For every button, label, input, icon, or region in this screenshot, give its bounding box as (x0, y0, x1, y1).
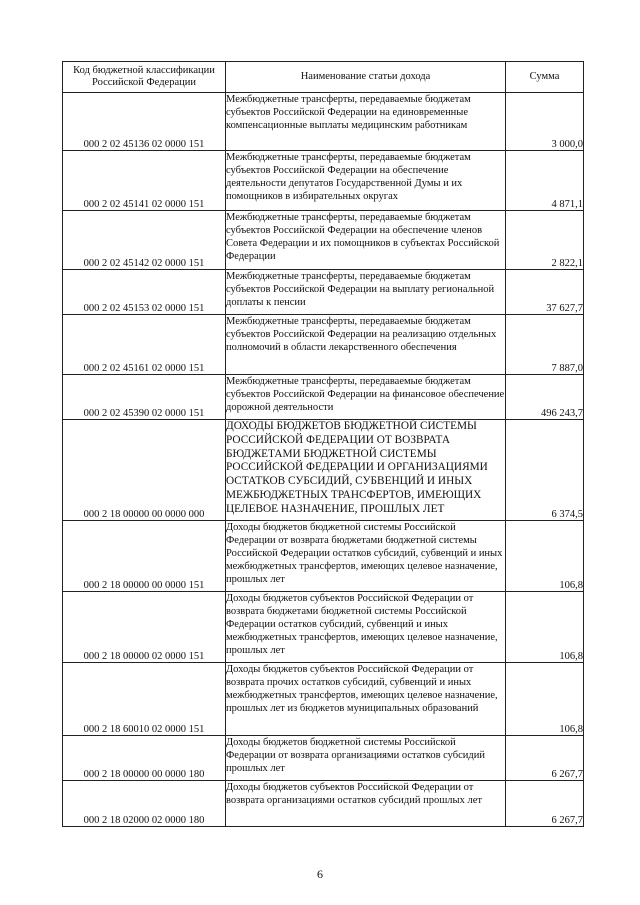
code-cell: 000 2 02 45136 02 0000 151 (63, 93, 226, 151)
code-cell: 000 2 18 00000 00 0000 180 (63, 736, 226, 781)
code-cell: 000 2 18 00000 00 0000 151 (63, 521, 226, 592)
header-sum: Сумма (506, 62, 584, 93)
name-cell: ДОХОДЫ БЮДЖЕТОВ БЮДЖЕТНОЙ СИСТЕМЫ РОССИЙСКОЙ ФЕДЕРАЦИИ ОТ ВОЗВРАТА БЮДЖЕТАМИ БЮДЖЕТНОЙ СИСТЕМЫ РОССИЙСКОЙ ФЕДЕРАЦИИ И ОРГАНИЗАЦИЯМИ ОСТАТКОВ СУБСИДИЙ, СУБВЕНЦИЙ И ИНЫХ МЕЖБЮДЖЕТНЫХ ТРАНСФЕРТОВ, ИМЕЮЩИХ ЦЕЛЕВОЕ НАЗНАЧЕНИЕ, ПРОШЛЫХ ЛЕТ (226, 420, 506, 521)
code-cell: 000 2 18 60010 02 0000 151 (63, 663, 226, 736)
sum-cell: 6 267,7 (506, 781, 584, 827)
table-row (63, 211, 584, 270)
name-cell: Доходы бюджетов субъектов Российской Федерации от возврата прочих остатков субсидий, субвенций и иных межбюджетных трансфертов, имеющих целевое назначение, прошлых лет из бюджетов муниципальных образований (226, 663, 506, 736)
sum-cell: 6 374,5 (506, 420, 584, 521)
sum-cell: 4 871,1 (506, 151, 584, 211)
revenue-table (62, 61, 584, 827)
table-body (63, 93, 584, 827)
sum-cell: 2 822,1 (506, 211, 584, 270)
table-row (63, 151, 584, 211)
table-row (63, 270, 584, 315)
sum-cell: 37 627,7 (506, 270, 584, 315)
page-number: 6 (317, 867, 323, 881)
table-header-row (63, 62, 584, 93)
table-row (63, 663, 584, 736)
name-cell: Межбюджетные трансферты, передаваемые бюджетам субъектов Российской Федерации на обеспечение членов Совета Федерации и их помощников в субъектах Российской Федерации (226, 211, 506, 270)
table-row (63, 420, 584, 521)
table-row (63, 592, 584, 663)
name-cell: Доходы бюджетов субъектов Российской Федерации от возврата бюджетами бюджетной системы Российской Федерации остатков субсидий, субвенций и иных межбюджетных трансфертов, имеющих целевое назначение, прошлых лет (226, 592, 506, 663)
table-row (63, 93, 584, 151)
name-cell: Доходы бюджетов бюджетной системы Российской Федерации от возврата организациями остатков субсидий прошлых лет (226, 736, 506, 781)
table-row (63, 375, 584, 420)
table-row (63, 315, 584, 375)
code-cell: 000 2 18 02000 02 0000 180 (63, 781, 226, 827)
code-cell: 000 2 18 00000 02 0000 151 (63, 592, 226, 663)
code-cell: 000 2 02 45153 02 0000 151 (63, 270, 226, 315)
sum-cell: 106,8 (506, 592, 584, 663)
code-cell: 000 2 02 45161 02 0000 151 (63, 315, 226, 375)
name-cell: Доходы бюджетов субъектов Российской Федерации от возврата организациями остатков субсидий прошлых лет (226, 781, 506, 827)
table-row (63, 781, 584, 827)
table-row (63, 736, 584, 781)
sum-cell: 496 243,7 (506, 375, 584, 420)
code-cell: 000 2 18 00000 00 0000 000 (63, 420, 226, 521)
sum-cell: 106,8 (506, 521, 584, 592)
sum-cell: 106,8 (506, 663, 584, 736)
name-cell: Межбюджетные трансферты, передаваемые бюджетам субъектов Российской Федерации на финансовое обеспечение дорожной деятельности (226, 375, 506, 420)
table-row (63, 521, 584, 592)
name-cell: Доходы бюджетов бюджетной системы Российской Федерации от возврата бюджетами бюджетной системы Российской Федерации остатков субсидий, субвенций и иных межбюджетных трансфертов, имеющих целевое назначение, прошлых лет (226, 521, 506, 592)
sum-cell: 7 887,0 (506, 315, 584, 375)
name-cell: Межбюджетные трансферты, передаваемые бюджетам субъектов Российской Федерации на обеспечение деятельности депутатов Государственной Думы и их помощников в избирательных округах (226, 151, 506, 211)
sum-cell: 3 000,0 (506, 93, 584, 151)
sum-cell: 6 267,7 (506, 736, 584, 781)
code-cell: 000 2 02 45142 02 0000 151 (63, 211, 226, 270)
name-cell: Межбюджетные трансферты, передаваемые бюджетам субъектов Российской Федерации на выплату региональной доплаты к пенсии (226, 270, 506, 315)
header-name: Наименование статьи дохода (226, 62, 506, 93)
name-cell: Межбюджетные трансферты, передаваемые бюджетам субъектов Российской Федерации на единовременные компенсационные выплаты медицинским работникам (226, 93, 506, 151)
header-code: Код бюджетной классификации Российской Федерации (63, 62, 226, 93)
code-cell: 000 2 02 45141 02 0000 151 (63, 151, 226, 211)
code-cell: 000 2 02 45390 02 0000 151 (63, 375, 226, 420)
name-cell: Межбюджетные трансферты, передаваемые бюджетам субъектов Российской Федерации на реализацию отдельных полномочий в области лекарственного обеспечения (226, 315, 506, 375)
